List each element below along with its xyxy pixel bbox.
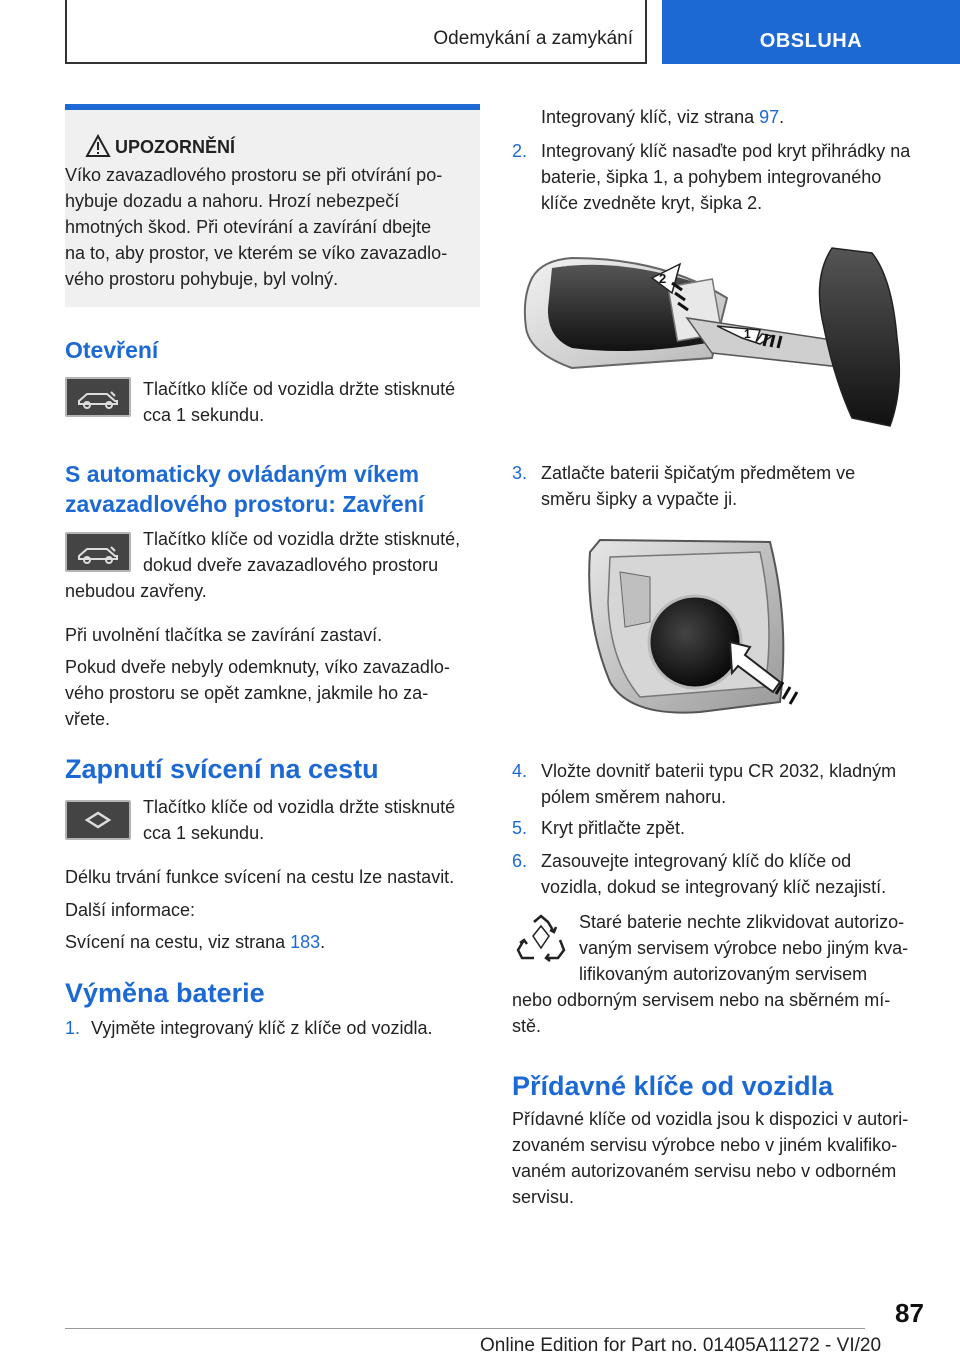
auto-line: dokud dveře zavazadlového prostoru [143,555,439,575]
step4-line: pólem směrem nahoru. [541,787,727,807]
step1-continued [541,104,784,130]
recycle-line: lifikovaným autorizovaným servisem [579,964,868,984]
step-text [541,460,855,512]
recycle-note-cont [512,987,890,1039]
header-section-tab[interactable] [662,0,960,64]
recycle-note [579,909,908,987]
recycle-line: nebo odborným servisem nebo na sběrném mí- [512,990,891,1010]
step-number: 1. [65,1018,81,1038]
heading-battery: Výměna baterie [65,978,265,1008]
step-text [541,848,886,900]
heading-auto-line: S automaticky ovládaným víkem [65,461,420,487]
figure-label-1: 1 [744,327,751,341]
step-number: 4. [512,761,528,781]
figure-label-2: 2 [659,271,667,286]
heading-auto-line: zavazadlového prostoru: Zavření [65,491,425,517]
step1-ref-text: Integrovaný klíč, viz strana [541,107,760,127]
light-paragraph: Délku trvání funkce svícení na cestu lze nastavit. [65,867,455,887]
auto-line: nebudou zavřeny. [65,581,207,601]
light-line: cca 1 sekundu. [143,823,265,843]
extra-line: vaném autorizovaném servisu nebo v odborném [512,1161,897,1181]
auto-p3-line: Pokud dveře nebyly odemknuty, víko zavazadlo- [65,657,450,677]
footer-divider [65,1328,865,1329]
battery-figure [580,532,820,722]
heading-extra-keys: Přídavné klíče od vozidla [512,1071,834,1101]
heading-open: Otevření [65,337,159,363]
auto-p3-line: vého prostoru se opět zamkne, jakmile ho za- [65,683,429,703]
trunk-button-icon [65,377,131,417]
trunk-button-icon [65,532,131,572]
page-link-97[interactable]: 97 [759,107,780,127]
heading-light: Zapnutí svícení na cestu [65,754,379,784]
step-text: Vyjměte integrovaný klíč z klíče od vozidla. [91,1018,433,1038]
warning-title: UPOZORNĚNÍ [115,137,236,157]
light-ref-text: Svícení na cestu, viz strana [65,932,291,952]
step3-line: směru šipky a vypačte ji. [541,489,738,509]
open-line: cca 1 sekundu. [143,405,265,425]
light-ref-end: . [320,932,326,952]
step1-ref-end: . [779,107,785,127]
step2-line: Integrovaný klíč nasaďte pod kryt přihrádky na [541,141,911,161]
light-text [143,794,455,846]
footer-edition: Online Edition for Part no. 01405A11272 - VI/20 [480,1335,882,1356]
step-text [541,758,896,810]
page-number: 87 [895,1298,924,1328]
extra-line: servisu. [512,1187,575,1207]
step3-line: Zatlačte baterii špičatým předmětem ve [541,463,856,483]
warning-triangle-icon [85,134,111,158]
step-number: 5. [512,818,528,838]
warning-line: hmotných škod. Při otevírání a zavírání dbejte [65,217,432,237]
step-number: 3. [512,463,528,483]
step4-line: Vložte dovnitř baterii typu CR 2032, kladným [541,761,897,781]
recycle-line: stě. [512,1016,542,1036]
recycle-line: Staré baterie nechte zlikvidovat autorizo- [579,912,905,932]
step-text [541,138,910,216]
open-line: Tlačítko klíče od vozidla držte stisknuté [143,379,456,399]
page-link-183[interactable]: 183 [290,932,321,952]
step2-line: klíče zvedněte kryt, šipka 2. [541,193,763,213]
warning-box [65,104,480,307]
auto-line: Tlačítko klíče od vozidla držte stisknuté, [143,529,461,549]
light-paragraph: Další informace: [65,900,196,920]
headlight-button-icon [65,800,131,840]
light-line: Tlačítko klíče od vozidla držte stisknuté [143,797,456,817]
recycle-icon [512,912,570,968]
step6-line: vozidla, dokud se integrovaný klíč nezajistí. [541,877,887,897]
step6-line: Zasouvejte integrovaný klíč do klíče od [541,851,852,871]
open-text [143,376,455,428]
auto-p3-line: vřete. [65,709,111,729]
warning-text [65,162,480,292]
extra-line: Přídavné klíče od vozidla jsou k dispozici v autori- [512,1109,909,1129]
step2-line: baterie, šipka 1, a pohybem integrovaného [541,167,882,187]
extra-line: zovaném servisu výrobce nebo v jiném kvalifiko- [512,1135,898,1155]
auto-paragraph: Při uvolnění tlačítka se zavírání zastaví. [65,625,383,645]
header-chapter-box [65,0,647,64]
extra-text [512,1106,908,1210]
recycle-line: vaným servisem výrobce nebo jiným kva- [579,938,909,958]
step-number: 2. [512,141,528,161]
light-paragraph [65,929,325,955]
step-number: 6. [512,851,528,871]
section-title: OBSLUHA [759,30,863,52]
key-cover-figure [512,238,912,438]
chapter-title: Odemykání a zamykání [433,28,633,49]
warning-line: Víko zavazadlového prostoru se při otvírání po- [65,165,443,185]
warning-line: vého prostoru pohybuje, byl volný. [65,269,339,289]
step-text: Kryt přitlačte zpět. [541,818,686,838]
auto-paragraph [65,654,450,732]
warning-line: hybuje dozadu a nahoru. Hrozí nebezpečí [65,191,400,211]
auto-text [143,526,460,578]
warning-line: na to, aby prostor, ve kterém se víko zavazadlo- [65,243,448,263]
heading-auto-close [65,459,424,519]
